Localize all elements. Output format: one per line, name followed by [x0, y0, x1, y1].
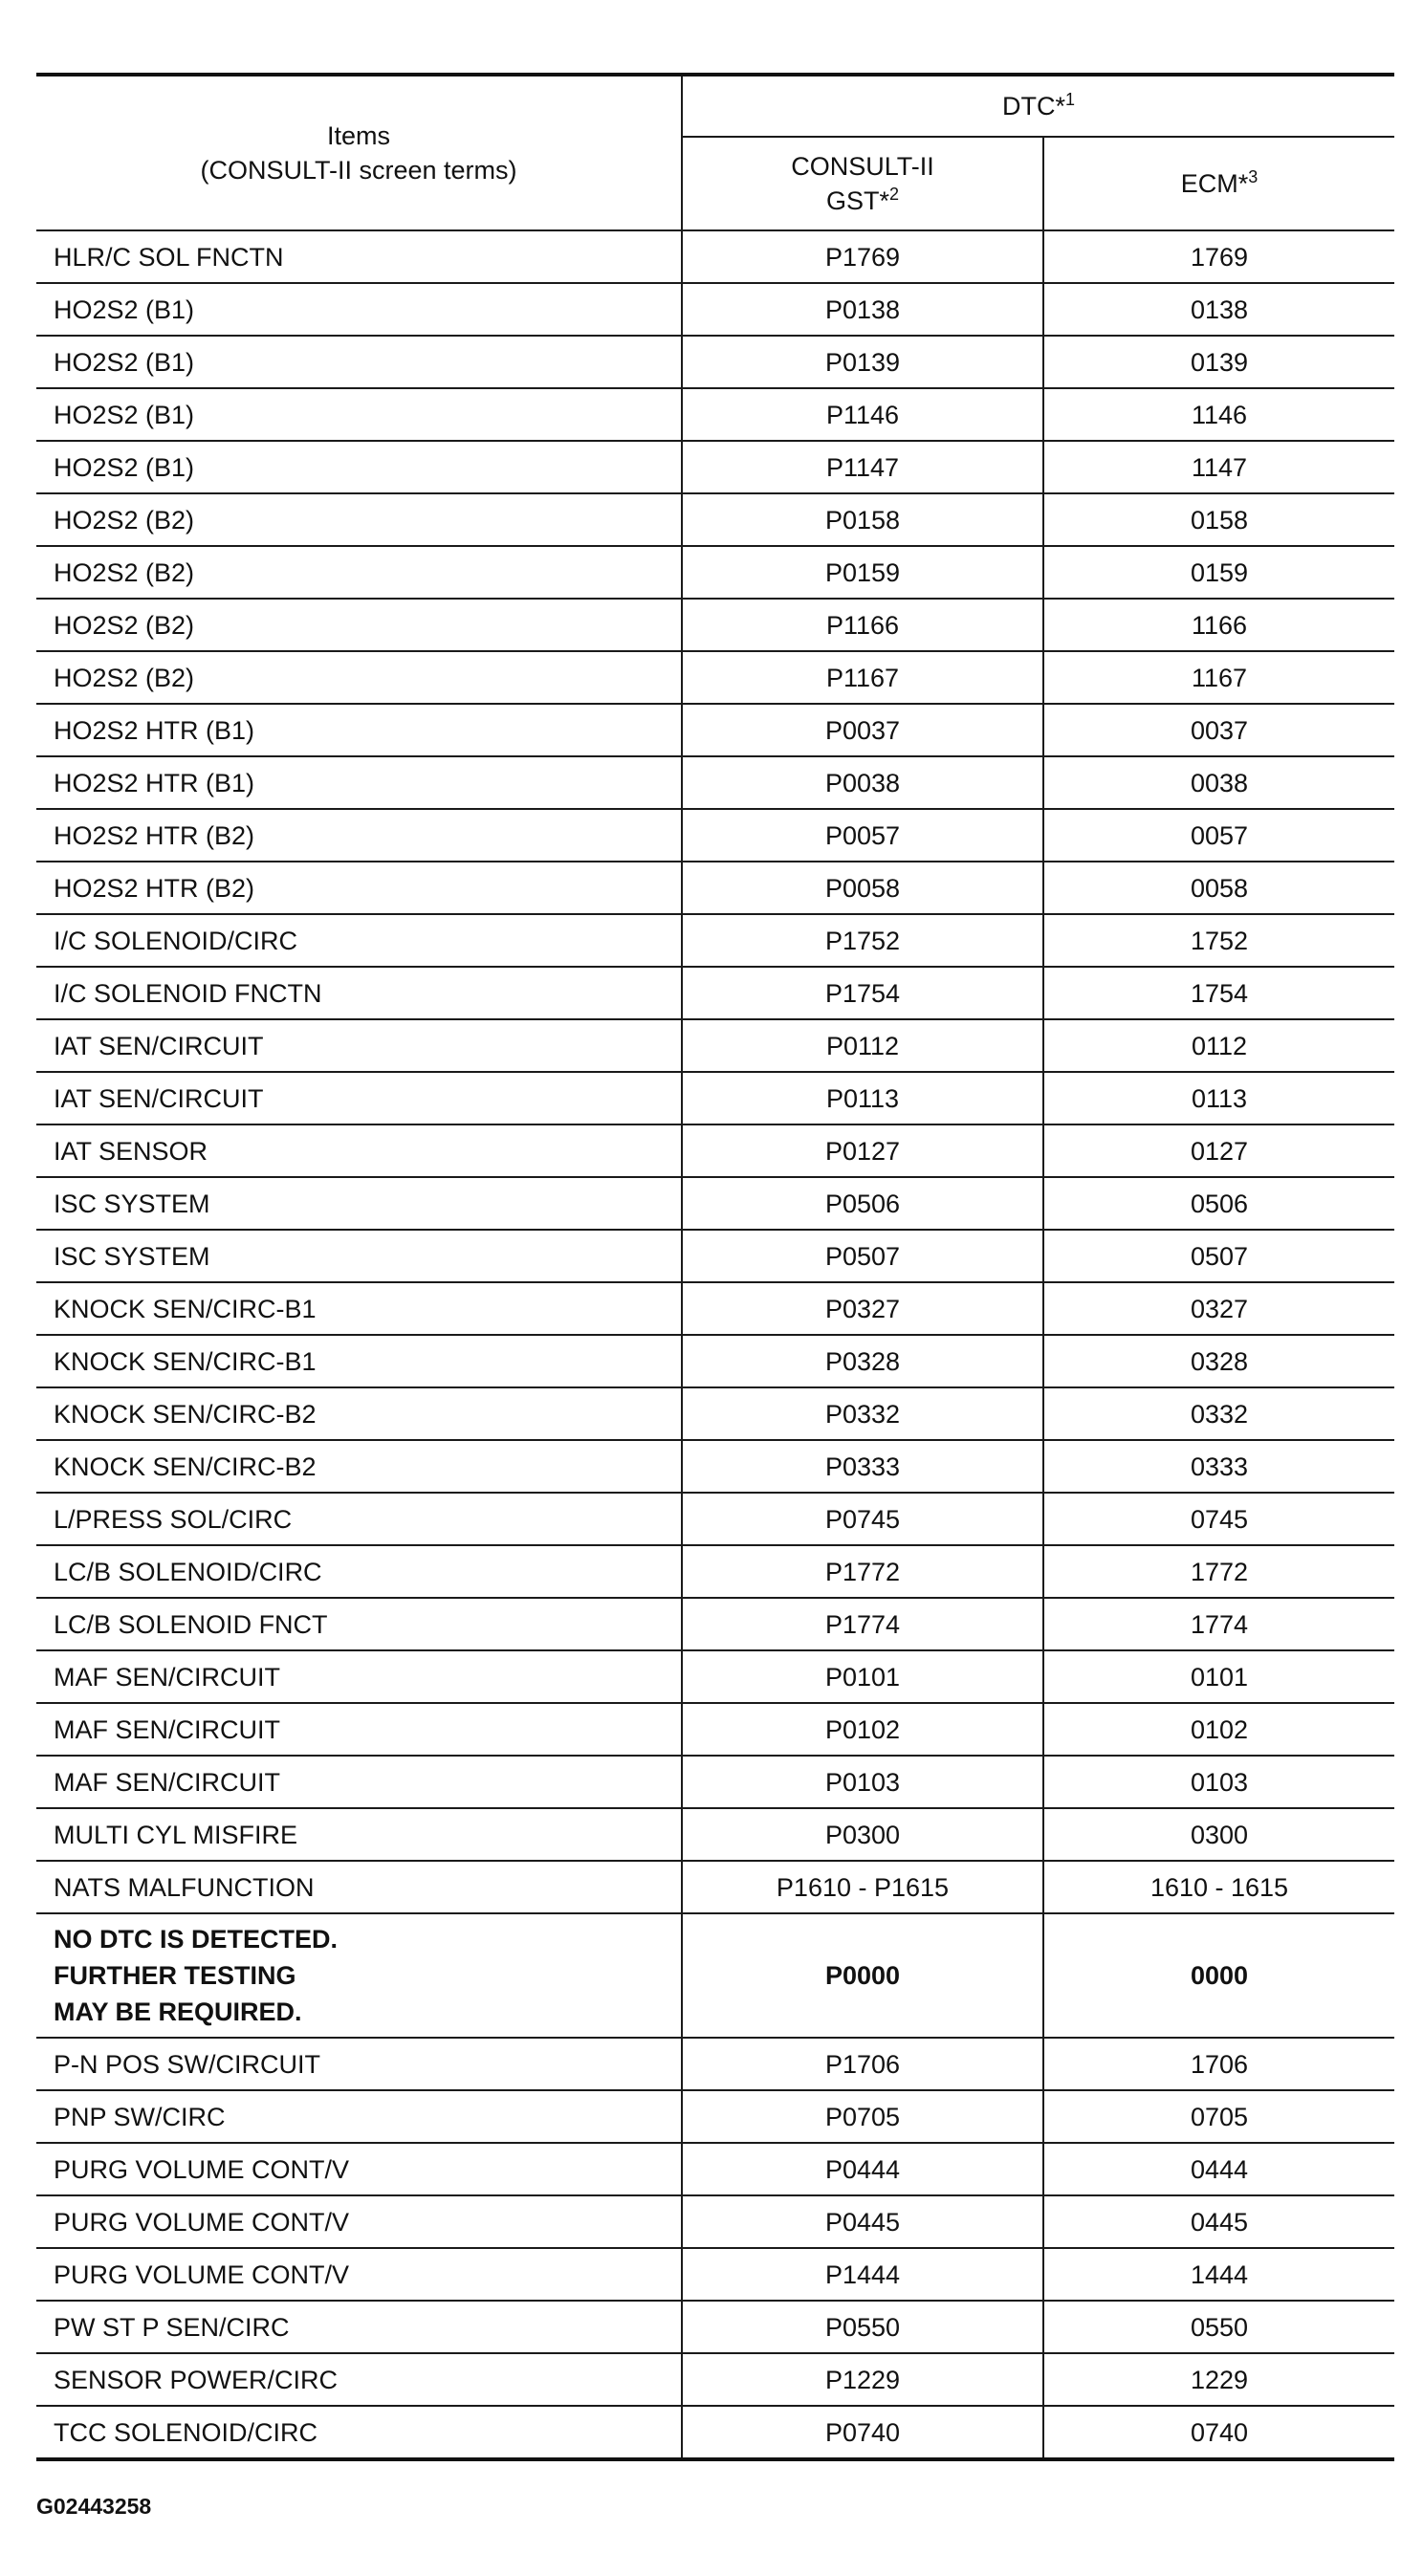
header-items: [36, 75, 682, 230]
consult-gst-code-cell: P0113: [682, 1072, 1043, 1124]
consult-gst-code-cell: P0444: [682, 2143, 1043, 2195]
table-row: [36, 862, 1394, 914]
item-cell-line: FURTHER TESTING: [54, 1961, 296, 1990]
item-cell: PURG VOLUME CONT/V: [36, 2195, 682, 2248]
table-row: [36, 1282, 1394, 1335]
item-cell: NATS MALFUNCTION: [36, 1861, 682, 1913]
consult-gst-code-cell: P0102: [682, 1703, 1043, 1756]
ecm-code-cell: 0057: [1043, 809, 1394, 862]
ecm-code-cell: 1444: [1043, 2248, 1394, 2301]
table-row: [36, 1756, 1394, 1808]
figure-id: G02443258: [36, 2494, 152, 2519]
ecm-code-cell: 1772: [1043, 1545, 1394, 1598]
ecm-code-cell: 0058: [1043, 862, 1394, 914]
ecm-code-cell: 0328: [1043, 1335, 1394, 1387]
table-row: [36, 1493, 1394, 1545]
header-items-title: Items: [326, 121, 390, 150]
header-ecm: [1043, 137, 1394, 230]
ecm-code-cell: 0333: [1043, 1440, 1394, 1493]
table-row: [36, 1913, 1394, 2038]
item-cell: MULTI CYL MISFIRE: [36, 1808, 682, 1861]
table-row: [36, 914, 1394, 967]
consult-gst-code-cell: P0000: [682, 1913, 1043, 2038]
header-consult-footnote: 2: [889, 185, 900, 204]
item-cell: LC/B SOLENOID FNCT: [36, 1598, 682, 1650]
table-row: [36, 967, 1394, 1019]
item-cell: IAT SEN/CIRCUIT: [36, 1072, 682, 1124]
table-row: [36, 1387, 1394, 1440]
item-cell: HO2S2 HTR (B1): [36, 756, 682, 809]
item-cell: HO2S2 (B1): [36, 441, 682, 493]
item-cell: HLR/C SOL FNCTN: [36, 230, 682, 283]
table-body: [36, 230, 1394, 2459]
ecm-code-cell: 0159: [1043, 546, 1394, 599]
item-cell: ISC SYSTEM: [36, 1230, 682, 1282]
consult-gst-code-cell: P0112: [682, 1019, 1043, 1072]
item-cell-line: NO DTC IS DETECTED.: [54, 1925, 339, 1954]
table-row: [36, 230, 1394, 283]
consult-gst-code-cell: P1444: [682, 2248, 1043, 2301]
header-dtc-label: DTC*: [1002, 92, 1065, 120]
header-dtc: [682, 75, 1394, 137]
table-row: [36, 2248, 1394, 2301]
ecm-code-cell: 0038: [1043, 756, 1394, 809]
ecm-code-cell: 0103: [1043, 1756, 1394, 1808]
item-cell: PNP SW/CIRC: [36, 2090, 682, 2143]
consult-gst-code-cell: P1774: [682, 1598, 1043, 1650]
consult-gst-code-cell: P0506: [682, 1177, 1043, 1230]
table-row: [36, 1335, 1394, 1387]
ecm-code-cell: 0300: [1043, 1808, 1394, 1861]
ecm-code-cell: 1769: [1043, 230, 1394, 283]
table-row: [36, 651, 1394, 704]
item-cell: HO2S2 HTR (B2): [36, 862, 682, 914]
table-row: [36, 1861, 1394, 1913]
table-row: [36, 1650, 1394, 1703]
consult-gst-code-cell: P0445: [682, 2195, 1043, 2248]
consult-gst-code-cell: P0740: [682, 2406, 1043, 2459]
ecm-code-cell: 0507: [1043, 1230, 1394, 1282]
consult-gst-code-cell: P0159: [682, 546, 1043, 599]
consult-gst-code-cell: P0037: [682, 704, 1043, 756]
table-row: [36, 388, 1394, 441]
ecm-code-cell: 0101: [1043, 1650, 1394, 1703]
table-row: [36, 1230, 1394, 1282]
item-cell: HO2S2 (B2): [36, 651, 682, 704]
consult-gst-code-cell: P0705: [682, 2090, 1043, 2143]
table-row: [36, 1440, 1394, 1493]
item-cell: SENSOR POWER/CIRC: [36, 2353, 682, 2406]
header-consult-line2: GST*: [825, 186, 889, 215]
consult-gst-code-cell: P1229: [682, 2353, 1043, 2406]
consult-gst-code-cell: P1706: [682, 2038, 1043, 2090]
table-row: [36, 493, 1394, 546]
consult-gst-code-cell: P1166: [682, 599, 1043, 651]
header-items-subtitle: (CONSULT-II screen terms): [200, 156, 517, 185]
table-row: [36, 2353, 1394, 2406]
consult-gst-code-cell: P0333: [682, 1440, 1043, 1493]
ecm-code-cell: 0112: [1043, 1019, 1394, 1072]
ecm-code-cell: 0740: [1043, 2406, 1394, 2459]
consult-gst-code-cell: P1754: [682, 967, 1043, 1019]
ecm-code-cell: 0000: [1043, 1913, 1394, 2038]
table-row: [36, 1598, 1394, 1650]
ecm-code-cell: 1147: [1043, 441, 1394, 493]
ecm-code-cell: 1752: [1043, 914, 1394, 967]
table-row: [36, 2038, 1394, 2090]
ecm-code-cell: 0158: [1043, 493, 1394, 546]
item-cell: IAT SEN/CIRCUIT: [36, 1019, 682, 1072]
item-cell: MAF SEN/CIRCUIT: [36, 1650, 682, 1703]
consult-gst-code-cell: P0300: [682, 1808, 1043, 1861]
ecm-code-cell: 1146: [1043, 388, 1394, 441]
table-row: [36, 599, 1394, 651]
consult-gst-code-cell: P1167: [682, 651, 1043, 704]
consult-gst-code-cell: P1752: [682, 914, 1043, 967]
table-row: [36, 809, 1394, 862]
consult-gst-code-cell: P0332: [682, 1387, 1043, 1440]
consult-gst-code-cell: P0038: [682, 756, 1043, 809]
item-cell: I/C SOLENOID/CIRC: [36, 914, 682, 967]
item-cell: HO2S2 (B2): [36, 546, 682, 599]
table-row: [36, 283, 1394, 336]
header-consult-line1: CONSULT-II: [791, 152, 934, 181]
consult-gst-code-cell: P0745: [682, 1493, 1043, 1545]
item-cell: I/C SOLENOID FNCTN: [36, 967, 682, 1019]
item-cell-line: MAY BE REQUIRED.: [54, 1997, 302, 2026]
item-cell: PURG VOLUME CONT/V: [36, 2143, 682, 2195]
item-cell: LC/B SOLENOID/CIRC: [36, 1545, 682, 1598]
item-cell: HO2S2 HTR (B1): [36, 704, 682, 756]
item-cell: PW ST P SEN/CIRC: [36, 2301, 682, 2353]
item-cell: HO2S2 HTR (B2): [36, 809, 682, 862]
consult-gst-code-cell: P1769: [682, 230, 1043, 283]
table-row: [36, 1072, 1394, 1124]
header-ecm-footnote: 3: [1248, 167, 1259, 186]
item-cell: ISC SYSTEM: [36, 1177, 682, 1230]
item-cell: L/PRESS SOL/CIRC: [36, 1493, 682, 1545]
header-dtc-footnote: 1: [1065, 90, 1076, 109]
item-cell: HO2S2 (B1): [36, 336, 682, 388]
ecm-code-cell: 0445: [1043, 2195, 1394, 2248]
item-cell: HO2S2 (B1): [36, 283, 682, 336]
item-cell: HO2S2 (B2): [36, 599, 682, 651]
consult-gst-code-cell: P0058: [682, 862, 1043, 914]
consult-gst-code-cell: P0057: [682, 809, 1043, 862]
table-row: [36, 2090, 1394, 2143]
ecm-code-cell: 1229: [1043, 2353, 1394, 2406]
consult-gst-code-cell: P0550: [682, 2301, 1043, 2353]
consult-gst-code-cell: P0327: [682, 1282, 1043, 1335]
header-consult: [682, 137, 1043, 230]
table-row: [36, 1019, 1394, 1072]
ecm-code-cell: 0102: [1043, 1703, 1394, 1756]
consult-gst-code-cell: P0507: [682, 1230, 1043, 1282]
item-cell: KNOCK SEN/CIRC-B2: [36, 1387, 682, 1440]
item-cell: [36, 1913, 682, 2038]
ecm-code-cell: 0113: [1043, 1072, 1394, 1124]
ecm-code-cell: 0332: [1043, 1387, 1394, 1440]
table-row: [36, 546, 1394, 599]
ecm-code-cell: 1774: [1043, 1598, 1394, 1650]
ecm-code-cell: 0444: [1043, 2143, 1394, 2195]
table-row: [36, 1808, 1394, 1861]
item-cell: KNOCK SEN/CIRC-B1: [36, 1335, 682, 1387]
consult-gst-code-cell: P1772: [682, 1545, 1043, 1598]
ecm-code-cell: 1167: [1043, 651, 1394, 704]
ecm-code-cell: 1166: [1043, 599, 1394, 651]
item-cell: KNOCK SEN/CIRC-B2: [36, 1440, 682, 1493]
item-cell: HO2S2 (B1): [36, 388, 682, 441]
consult-gst-code-cell: P1610 - P1615: [682, 1861, 1043, 1913]
item-cell: IAT SENSOR: [36, 1124, 682, 1177]
ecm-code-cell: 1610 - 1615: [1043, 1861, 1394, 1913]
ecm-code-cell: 0705: [1043, 2090, 1394, 2143]
table-row: [36, 2406, 1394, 2459]
table-row: [36, 1124, 1394, 1177]
table-row: [36, 2143, 1394, 2195]
consult-gst-code-cell: P0101: [682, 1650, 1043, 1703]
consult-gst-code-cell: P0158: [682, 493, 1043, 546]
item-cell: KNOCK SEN/CIRC-B1: [36, 1282, 682, 1335]
item-cell: PURG VOLUME CONT/V: [36, 2248, 682, 2301]
ecm-code-cell: 0745: [1043, 1493, 1394, 1545]
item-cell: MAF SEN/CIRCUIT: [36, 1756, 682, 1808]
table-row: [36, 336, 1394, 388]
ecm-code-cell: 0139: [1043, 336, 1394, 388]
ecm-code-cell: 0506: [1043, 1177, 1394, 1230]
table-row: [36, 704, 1394, 756]
consult-gst-code-cell: P0328: [682, 1335, 1043, 1387]
ecm-code-cell: 0127: [1043, 1124, 1394, 1177]
ecm-code-cell: 0138: [1043, 283, 1394, 336]
item-cell: HO2S2 (B2): [36, 493, 682, 546]
item-cell: MAF SEN/CIRCUIT: [36, 1703, 682, 1756]
table-row: [36, 2301, 1394, 2353]
consult-gst-code-cell: P0103: [682, 1756, 1043, 1808]
item-cell: P-N POS SW/CIRCUIT: [36, 2038, 682, 2090]
consult-gst-code-cell: P1146: [682, 388, 1043, 441]
table-row: [36, 1177, 1394, 1230]
table-header: [36, 75, 1394, 230]
ecm-code-cell: 1706: [1043, 2038, 1394, 2090]
table-row: [36, 756, 1394, 809]
ecm-code-cell: 0037: [1043, 704, 1394, 756]
consult-gst-code-cell: P0138: [682, 283, 1043, 336]
table-row: [36, 441, 1394, 493]
consult-gst-code-cell: P0139: [682, 336, 1043, 388]
ecm-code-cell: 0550: [1043, 2301, 1394, 2353]
table-row: [36, 1703, 1394, 1756]
consult-gst-code-cell: P0127: [682, 1124, 1043, 1177]
ecm-code-cell: 1754: [1043, 967, 1394, 1019]
ecm-code-cell: 0327: [1043, 1282, 1394, 1335]
table-row: [36, 2195, 1394, 2248]
dtc-table: [36, 73, 1394, 2461]
consult-gst-code-cell: P1147: [682, 441, 1043, 493]
header-ecm-label: ECM*: [1180, 169, 1249, 198]
item-cell: TCC SOLENOID/CIRC: [36, 2406, 682, 2459]
table-row: [36, 1545, 1394, 1598]
